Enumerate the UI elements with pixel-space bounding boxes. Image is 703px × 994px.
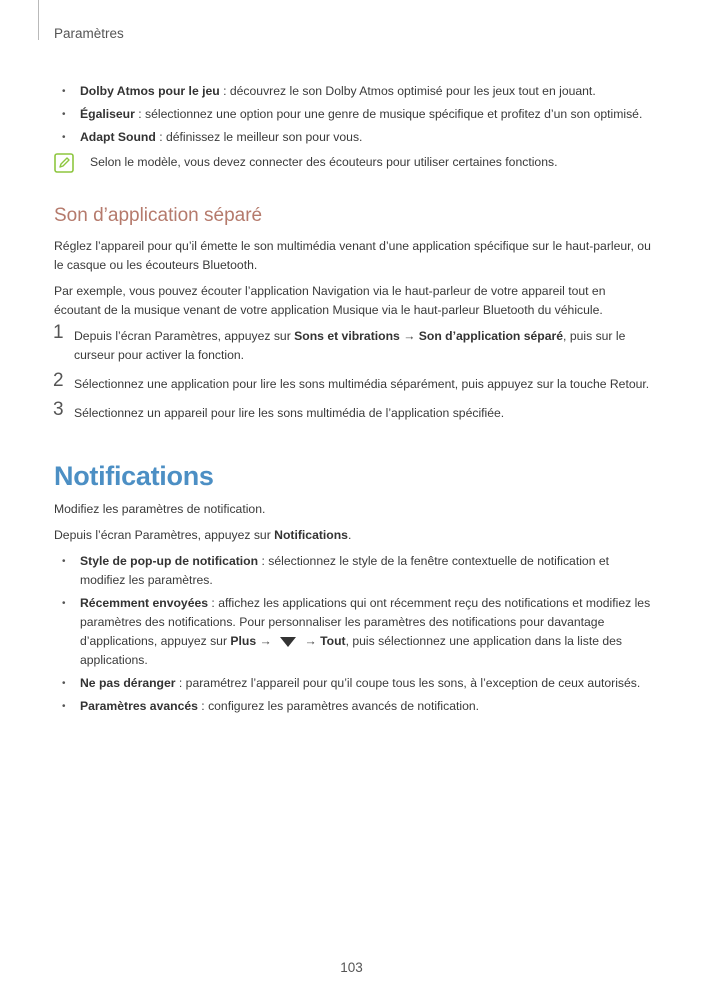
bullet-term: Paramètres avancés bbox=[80, 699, 198, 713]
bullet-text: : configurez les paramètres avancés de notification. bbox=[197, 699, 480, 713]
arrow-text: → bbox=[256, 634, 276, 648]
step-item bbox=[53, 399, 654, 423]
step-text: Depuis l’écran Paramètres, appuyez sur bbox=[74, 329, 295, 343]
step-text: Sélectionnez une application pour lire les sons multimédia séparément, puis appuyez sur la touche Retour. bbox=[74, 377, 650, 391]
list-item bbox=[54, 105, 654, 124]
list-item bbox=[54, 594, 654, 670]
list-item bbox=[54, 552, 654, 590]
step-text: , puis sur le curseur pour activer la fonction. bbox=[74, 329, 626, 362]
note-text: Selon le modèle, vous devez connecter des écouteurs pour utiliser certaines fonctions. bbox=[90, 155, 558, 169]
header-rule bbox=[38, 0, 39, 40]
step-number: 2 bbox=[53, 370, 64, 391]
notification-bullet-list bbox=[54, 552, 654, 716]
bullet-text: : découvrez le son Dolby Atmos optimisé pour les jeux tout en jouant. bbox=[219, 84, 596, 98]
bullet-text: : paramétrez l’appareil pour qu’il coupe tous les sons, à l’exception de ceux autorisés. bbox=[175, 676, 641, 690]
chapter-paragraph bbox=[54, 526, 654, 545]
note bbox=[54, 153, 654, 175]
step-bold: Sons et vibrations bbox=[294, 329, 400, 343]
list-item bbox=[54, 82, 654, 101]
note-icon bbox=[54, 153, 74, 173]
section-title: Son d’application séparé bbox=[54, 205, 263, 226]
step-number: 3 bbox=[53, 399, 64, 420]
paragraph-bold: Notifications bbox=[274, 528, 348, 542]
bullet-term: Égaliseur bbox=[80, 107, 135, 121]
bullet-term: Style de pop-up de notification bbox=[80, 554, 259, 568]
bullet-text: , puis sélectionnez une application dans la liste des applications. bbox=[80, 634, 623, 667]
paragraph-text: Depuis l’écran Paramètres, appuyez sur bbox=[54, 528, 275, 542]
step-text: Sélectionnez un appareil pour lire les sons multimédia de l’application spécifiée. bbox=[74, 406, 505, 420]
step-bold: Son d’application séparé bbox=[418, 329, 564, 343]
section-paragraph: Réglez l’appareil pour qu’il émette le son multimédia venant d’une application spécifique sur le haut-parleur, ou le casque ou les écouteurs Bluetooth. bbox=[54, 239, 651, 272]
section-paragraph: Par exemple, vous pouvez écouter l’application Navigation via le haut-parleur de votre appareil tout en écoutant de la musique venant de votre application Musique via le haut-parleur Bluetooth du véhicule. bbox=[54, 284, 606, 317]
step-arrow: → bbox=[399, 329, 419, 343]
page-content bbox=[54, 82, 654, 720]
chapter-title: Notifications bbox=[54, 461, 214, 491]
bullet-term: Récemment envoyées bbox=[80, 596, 209, 610]
page-number: 103 bbox=[340, 960, 363, 975]
paragraph-text: . bbox=[347, 528, 352, 542]
dropdown-triangle-icon bbox=[280, 637, 296, 647]
page-header: Paramètres bbox=[54, 26, 124, 41]
step-item bbox=[53, 370, 654, 394]
bullet-text: : définissez le meilleur son pour vous. bbox=[155, 130, 363, 144]
bullet-text: : sélectionnez une option pour une genre de musique spécifique et profitez d’un son optimisé. bbox=[134, 107, 643, 121]
bullet-bold: Plus bbox=[230, 634, 257, 648]
step-list bbox=[53, 322, 654, 423]
list-item bbox=[54, 697, 654, 716]
step-item bbox=[53, 322, 654, 365]
list-item bbox=[54, 128, 654, 147]
arrow-text: → bbox=[301, 634, 321, 648]
bullet-term: Dolby Atmos pour le jeu bbox=[80, 84, 220, 98]
intro-bullet-list bbox=[54, 82, 654, 147]
bullet-text: : sélectionnez le style de la fenêtre contextuelle de notification et modifiez les paramètres. bbox=[80, 554, 610, 587]
chapter-paragraph: Modifiez les paramètres de notification. bbox=[54, 502, 266, 516]
bullet-term: Adapt Sound bbox=[80, 130, 156, 144]
bullet-text: : affichez les applications qui ont récemment reçu des notifications et modifiez les paramètres des notifications. Pour personnaliser les paramètres des notifications pour davantage d’applications, appuyez sur bbox=[80, 596, 651, 648]
bullet-bold: Tout bbox=[320, 634, 346, 648]
step-number: 1 bbox=[53, 322, 64, 343]
list-item bbox=[54, 674, 654, 693]
bullet-term: Ne pas déranger bbox=[80, 676, 176, 690]
